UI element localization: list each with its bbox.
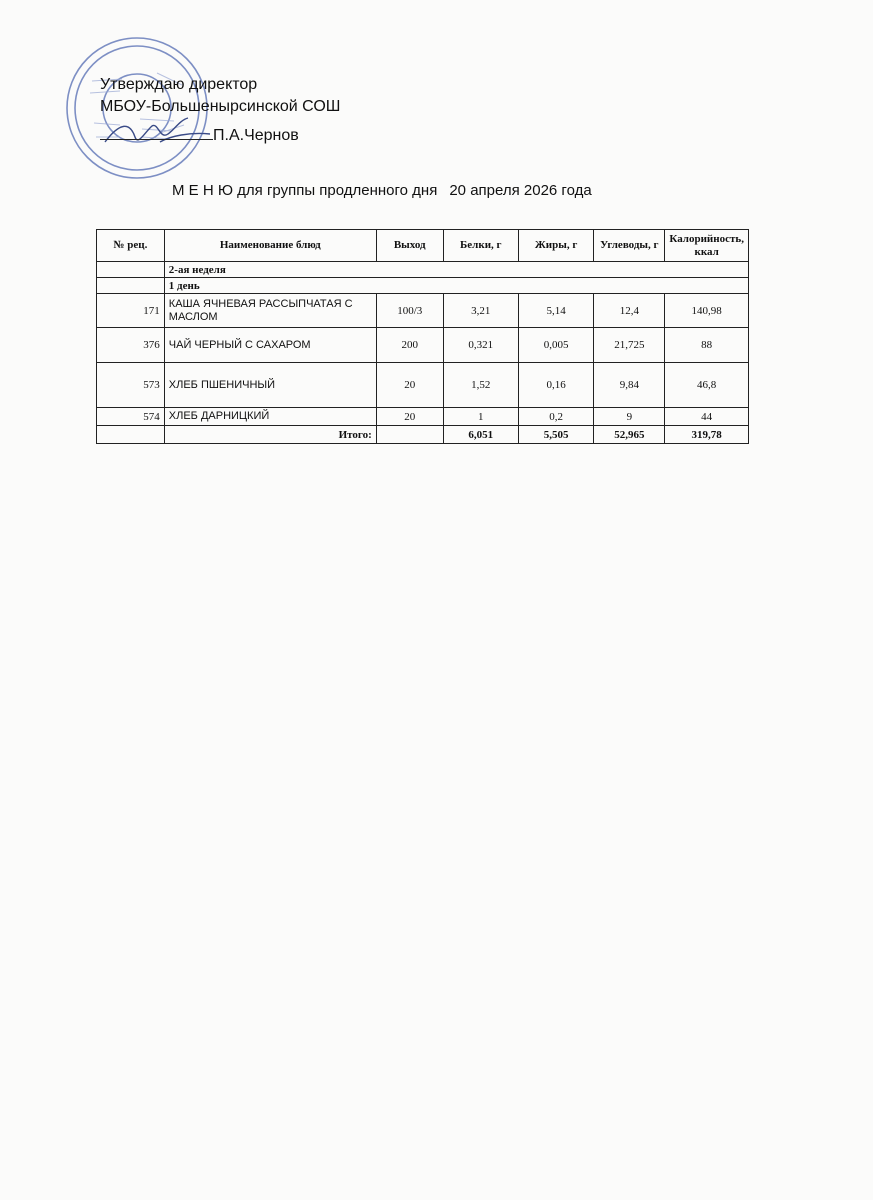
cell-name: ЧАЙ ЧЕРНЫЙ С САХАРОМ xyxy=(168,338,311,351)
signature-line xyxy=(100,125,299,145)
cell-num: 171 xyxy=(97,294,165,328)
header-name: Наименование блюд xyxy=(164,230,376,262)
header-num: № рец. xyxy=(97,230,165,262)
signature-underline xyxy=(100,125,213,140)
signer-name: П.А.Чернов xyxy=(213,127,299,144)
header-output: Выход xyxy=(376,230,443,262)
cell-name: ХЛЕБ ДАРНИЦКИЙ xyxy=(168,410,270,422)
menu-title xyxy=(172,182,592,199)
header-calories: Калорийность, ккал xyxy=(665,230,749,262)
cell-carbs: 9 xyxy=(594,408,665,426)
cell-num: 376 xyxy=(97,328,165,363)
total-calories: 319,78 xyxy=(665,426,749,444)
cell-calories: 46,8 xyxy=(665,363,749,408)
cell-num: 574 xyxy=(97,408,165,426)
cell-carbs: 12,4 xyxy=(594,294,665,328)
cell-proteins: 1,52 xyxy=(443,363,518,408)
cell-output: 20 xyxy=(376,363,443,408)
approval-title: Утверждаю директор xyxy=(100,76,258,93)
cell-output: 20 xyxy=(376,408,443,426)
table-header-row xyxy=(97,230,749,262)
cell-calories: 88 xyxy=(665,328,749,363)
table-row xyxy=(97,328,749,363)
week-row xyxy=(97,262,749,278)
total-fats: 5,505 xyxy=(518,426,593,444)
cell-output: 200 xyxy=(376,328,443,363)
cell-carbs: 21,725 xyxy=(594,328,665,363)
approval-block xyxy=(100,74,340,118)
cell-calories: 140,98 xyxy=(665,294,749,328)
cell-proteins: 3,21 xyxy=(443,294,518,328)
cell-proteins: 1 xyxy=(443,408,518,426)
cell-name: ХЛЕБ ПШЕНИЧНЫЙ xyxy=(168,378,276,391)
header-carbs: Углеводы, г xyxy=(594,230,665,262)
cell-proteins: 0,321 xyxy=(443,328,518,363)
header-fats: Жиры, г xyxy=(518,230,593,262)
cell-output: 100/3 xyxy=(376,294,443,328)
cell-num: 573 xyxy=(97,363,165,408)
total-row xyxy=(97,426,749,444)
day-label: 1 день xyxy=(164,278,748,294)
cell-fats: 5,14 xyxy=(518,294,593,328)
cell-name: КАША ЯЧНЕВАЯ РАССЫПЧАТАЯ С МАСЛОМ xyxy=(168,297,353,323)
total-label: Итого: xyxy=(164,426,376,444)
menu-date: 20 апреля 2026 года xyxy=(449,182,592,199)
table-row xyxy=(97,363,749,408)
cell-fats: 0,16 xyxy=(518,363,593,408)
cell-fats: 0,2 xyxy=(518,408,593,426)
cell-carbs: 9,84 xyxy=(594,363,665,408)
school-name: МБОУ-Большеныpсинской СОШ xyxy=(100,98,341,115)
total-carbs: 52,965 xyxy=(594,426,665,444)
menu-table xyxy=(96,229,749,444)
header-proteins: Белки, г xyxy=(443,230,518,262)
table-row xyxy=(97,294,749,328)
table-row xyxy=(97,408,749,426)
day-row xyxy=(97,278,749,294)
cell-calories: 44 xyxy=(665,408,749,426)
total-proteins: 6,051 xyxy=(443,426,518,444)
cell-fats: 0,005 xyxy=(518,328,593,363)
week-label: 2-ая неделя xyxy=(164,262,748,278)
menu-title-prefix: М Е Н Ю для группы продленного дня xyxy=(172,182,438,199)
